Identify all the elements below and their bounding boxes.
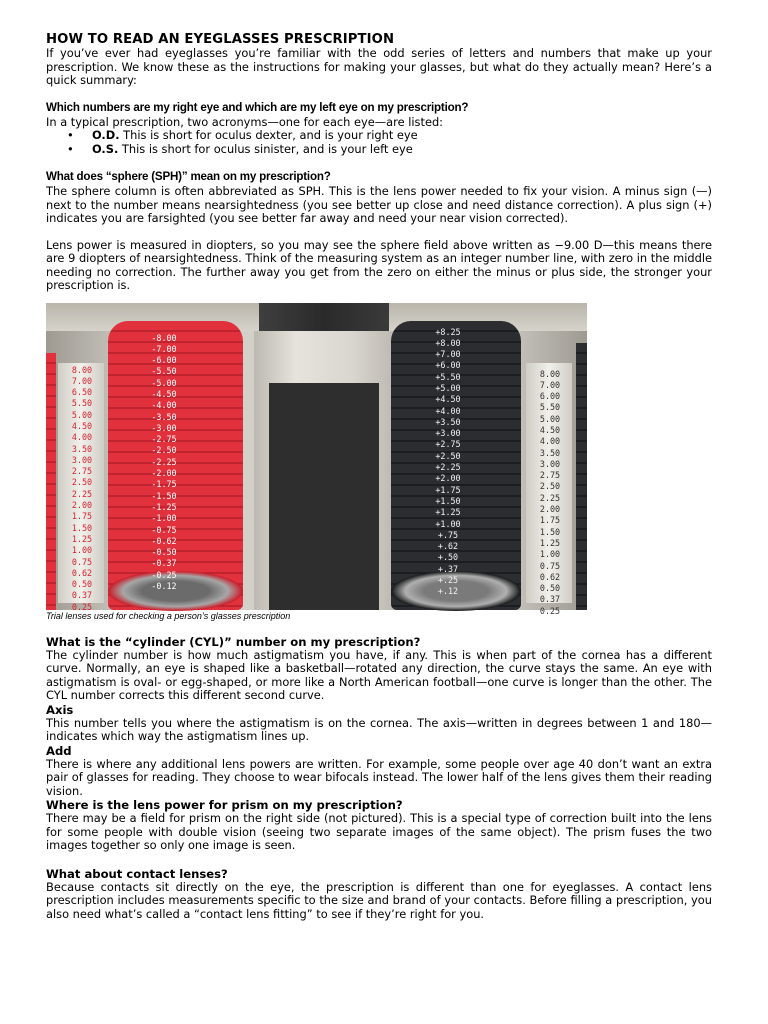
lens-label: 1.75 (71, 511, 93, 522)
bullet-text: This is short for oculus sinister, and is your left eye (118, 141, 413, 156)
lens-label: -8.00 (151, 332, 177, 343)
lens-label: 4.50 (71, 420, 93, 431)
list-item (46, 143, 712, 157)
lens-label: +1.50 (435, 495, 461, 506)
bullet-term: O.D. (92, 128, 120, 142)
lens-label: -3.00 (151, 422, 177, 433)
prism-text: There may be a field for prism on the right side (not pictured). This is a special type of correction built into the lens for some people with double vision (seeing two separate images of the same object). The prism fuses the two images together so only one image is seen. (46, 811, 712, 852)
lens-label: -1.75 (151, 479, 177, 490)
eyes-bullet-list (46, 129, 712, 156)
lens-label: 1.75 (539, 515, 561, 526)
lens-label: -0.25 (151, 569, 177, 580)
lens-label: 8.00 (71, 364, 93, 375)
lens-label: 8.00 (539, 368, 561, 379)
bullet-icon: • (67, 141, 74, 156)
lens-label: 6.00 (539, 391, 561, 402)
photo-caption: Trial lenses used for checking a person’s glasses prescription (46, 610, 291, 621)
prism-heading: Where is the lens power for prism on my prescription? (46, 798, 403, 812)
lens-label: +2.50 (435, 450, 461, 461)
lens-label: 0.75 (539, 560, 561, 571)
sphere-heading: What does “sphere (SPH)” mean on my prescription? (46, 170, 331, 183)
lens-label: -2.50 (151, 445, 177, 456)
contacts-heading: What about contact lenses? (46, 866, 228, 881)
lens-label: 1.25 (71, 533, 93, 544)
lens-label: 2.00 (539, 504, 561, 515)
axis-text: This number tells you where the astigmatism is on the cornea. The axis—written in degrees between 1 and 180—indicates which way the astigmatism lines up. (46, 715, 712, 743)
lens-label: +4.00 (435, 405, 461, 416)
lens-label: 5.00 (539, 413, 561, 424)
list-item (46, 129, 712, 143)
lens-label: +1.25 (435, 507, 461, 518)
lens-label: +2.75 (435, 439, 461, 450)
lens-label: +8.25 (435, 326, 461, 337)
lens-label: +3.50 (435, 416, 461, 427)
cylinder-heading: What is the “cylinder (CYL)” number on my prescription? (46, 634, 421, 649)
intro-paragraph: If you’ve ever had eyeglasses you’re familiar with the odd series of letters and numbers that make up your prescription. We know these as the instructions for making your glasses, but what do they actually mean? Here’s a quick summary: (46, 46, 712, 87)
lens-label: 5.50 (539, 402, 561, 413)
lens-label: 1.50 (71, 522, 93, 533)
lens-label: 0.50 (539, 583, 561, 594)
lens-label: 2.75 (71, 466, 93, 477)
bullet-text: This is short for oculus dexter, and is your right eye (119, 128, 418, 142)
lens-label: -0.50 (151, 547, 177, 558)
lens-label: 2.75 (539, 470, 561, 481)
cylinder-text: The cylinder number is how much astigmatism you have, if any. This is when part of the cornea has a different curve. Normally, an eye is shaped like a basketball—rotated any direction, the curve stays the same. An eye with astigmatism is oval- or egg-shaped, or more like a North American football—one curve is longer than the other. The CYL number corrects this different second curve. (46, 647, 712, 702)
plus-lens-labels (418, 327, 478, 598)
lens-label: 1.50 (539, 526, 561, 537)
sphere-paragraph-2: Lens power is measured in diopters, so you may see the sphere field above written as −9.00 D—this means there are 9 diopters of nearsightedness. Think of the measuring system as an integer number line, with zero in the middle needing no correction. The further away you get from the zero on either the minus or plus side, the stronger your prescription is. (46, 237, 712, 292)
lens-label: 2.25 (71, 488, 93, 499)
lens-label: -5.00 (151, 377, 177, 388)
lens-label: +8.00 (435, 337, 461, 348)
minus-lens-labels (134, 333, 194, 593)
lens-label: 2.50 (71, 477, 93, 488)
lens-label: 3.00 (71, 454, 93, 465)
lens-label: -1.25 (151, 501, 177, 512)
lens-label: +2.25 (435, 462, 461, 473)
lens-label: +.12 (437, 586, 459, 597)
bullet-term: O.S. (92, 141, 119, 156)
lens-label: 0.62 (71, 567, 93, 578)
lens-label: 0.50 (71, 579, 93, 590)
lens-label: +7.00 (435, 349, 461, 360)
lens-label: +1.00 (435, 518, 461, 529)
lens-label: +5.50 (435, 371, 461, 382)
eyes-text: In a typical prescription, two acronyms—one for each eye—are listed: (46, 114, 444, 129)
lens-label: 0.62 (539, 571, 561, 582)
lens-label: 7.00 (71, 375, 93, 386)
lens-label: -6.00 (151, 355, 177, 366)
lens-label: 0.25 (71, 601, 93, 612)
lens-label: -5.50 (151, 366, 177, 377)
lens-label: 2.50 (539, 481, 561, 492)
lens-label: -4.00 (151, 400, 177, 411)
lens-label: -2.75 (151, 434, 177, 445)
lens-label: -3.50 (151, 411, 177, 422)
lens-label: 0.25 (539, 605, 561, 616)
lens-label: +3.00 (435, 428, 461, 439)
red-left-labels (60, 365, 104, 614)
lens-label: 4.00 (539, 436, 561, 447)
lens-label: 5.00 (71, 409, 93, 420)
lens-label: +1.75 (435, 484, 461, 495)
lens-label: +.25 (437, 575, 459, 586)
lens-label: -7.00 (151, 343, 177, 354)
lens-label: 1.25 (539, 537, 561, 548)
lens-label: 2.00 (71, 500, 93, 511)
bullet-icon: • (67, 128, 74, 142)
lens-label: 3.50 (71, 443, 93, 454)
lens-label: 3.00 (539, 458, 561, 469)
lens-label: 1.00 (539, 549, 561, 560)
lens-label: +4.50 (435, 394, 461, 405)
lens-label: 5.50 (71, 398, 93, 409)
lens-label: +.37 (437, 563, 459, 574)
add-heading: Add (46, 743, 72, 758)
document-page (46, 33, 712, 921)
lens-label: 0.37 (71, 590, 93, 601)
lens-label: +.50 (437, 552, 459, 563)
lens-label: 2.25 (539, 492, 561, 503)
lens-label: 4.50 (539, 424, 561, 435)
lens-label: +6.00 (435, 360, 461, 371)
lens-label: +2.00 (435, 473, 461, 484)
lens-label: 0.37 (539, 594, 561, 605)
lens-label: -2.00 (151, 468, 177, 479)
eyes-heading: Which numbers are my right eye and which are my left eye on my prescription? (46, 100, 469, 114)
lens-label: 4.00 (71, 432, 93, 443)
lens-label: -0.37 (151, 558, 177, 569)
lens-label: 3.50 (539, 447, 561, 458)
sphere-paragraph-1: The sphere column is often abbreviated as SPH. This is the lens power needed to fix your vision. A minus sign (—) next to the number means nearsightedness (you see better up close and need distance correction). A plus sign (+) indicates you are farsighted (you see better far away and need your near vision corrected). (46, 184, 712, 225)
lens-label: -0.62 (151, 535, 177, 546)
axis-heading: Axis (46, 702, 74, 717)
lens-label: 1.00 (71, 545, 93, 556)
lens-label: +.75 (437, 529, 459, 540)
lens-label: 0.75 (71, 556, 93, 567)
contacts-text: Because contacts sit directly on the eye, the prescription is different than one for eyeglasses. A contact lens prescription includes measurements specific to the size and brand of your contacts. Before filling a prescription, you also need what’s called a “contact lens fitting” to see if they’re right for you. (46, 879, 712, 921)
lens-label: -1.50 (151, 490, 177, 501)
lens-label: -1.00 (151, 513, 177, 524)
black-right-labels (528, 369, 572, 618)
lens-label: +.62 (437, 541, 459, 552)
lens-label: -0.75 (151, 524, 177, 535)
page-title: HOW TO READ AN EYEGLASSES PRESCRIPTION (46, 32, 395, 47)
lens-label: +5.00 (435, 382, 461, 393)
lens-label: -2.25 (151, 456, 177, 467)
lens-label: 7.00 (539, 379, 561, 390)
lens-label: -0.12 (151, 581, 177, 592)
lens-label: -4.50 (151, 388, 177, 399)
add-text: There is where any additional lens powers are written. For example, some people over age 40 don’t want an extra pair of glasses for reading. They choose to wear bifocals instead. The lower half of the lens gives them their reading vision. (46, 756, 712, 798)
lens-label: 6.50 (71, 387, 93, 398)
